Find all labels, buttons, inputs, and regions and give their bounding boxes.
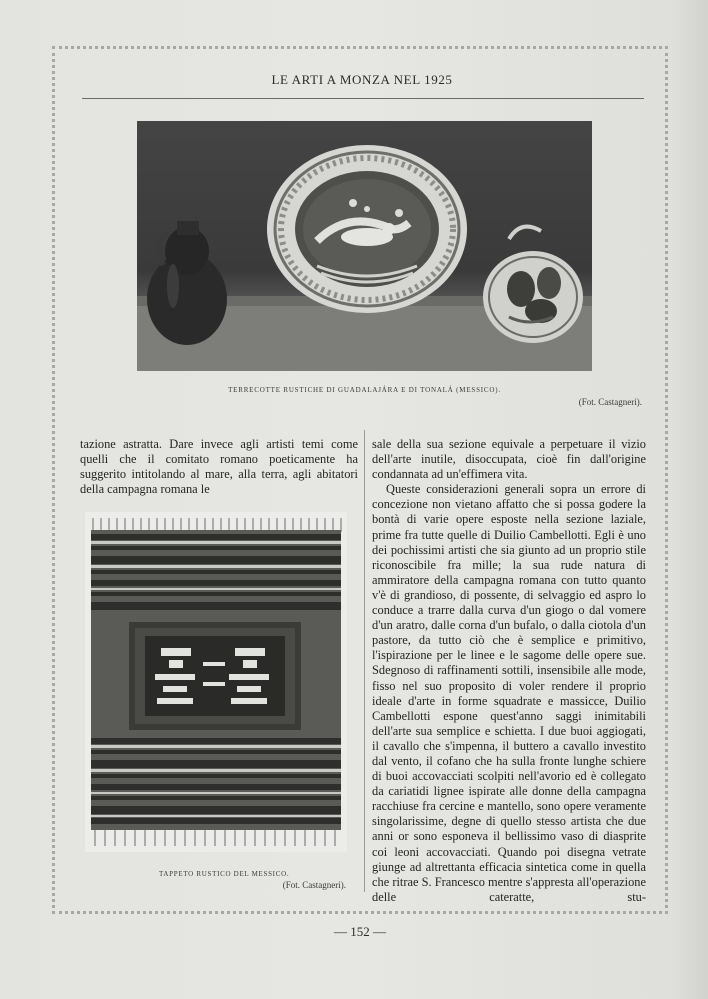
top-figure-caption: TERRECOTTE RUSTICHE DI GUADALAJÁRA E DI TONALÁ (MESSICO). <box>228 386 501 394</box>
rug-illustration <box>85 512 347 852</box>
jug-illustration <box>147 221 227 345</box>
top-figure-credit: (Fot. Castagneri). <box>578 397 642 407</box>
column-rule <box>364 430 365 892</box>
flask-illustration <box>483 227 583 344</box>
left-column-text: tazione astratta. Dare invece agli artisti temi come quelli che il comitato romano poeticamente ha suggerito intitolando al mare, alla terra, agli abitatori della campagna romana le <box>80 437 358 497</box>
page-number: — 152 — <box>334 924 386 939</box>
right-paragraph-2: Queste considerazioni generali sopra un errore di concezione non vietano affatto che si possa godere la bontà di varie opere esposte nella sezione laziale, prime fra tutte quelle di Duilio Cambellotti. Egli è uno dei pochissimi artisti che sia giunto ad un proprio stile riconoscibile fra mille; la sua rude natura di ammiratore della campagna romana con tutto quanto v'è di grandioso, di possente, di selvaggio ed aspro lo conduce a trarre dalla curva d'un giogo o dal vomere d'un aratro, dalle corna d'un bufalo, o dalla ciotola d'un pastore, da tutto ciò che è semplice e primitivo, l'ispirazione per le linee e le sagome delle opere sue. Sdegnoso di raffinamenti sottili, insensibile alle mode, fisso nel suo proposito di voler rendere il proprio ideale d'arte in forme squadrate e massicce, Duilio Cambellotti espone quest'anno saggi inimitabili dell'arte sua semplice e schietta. I due buoi aggiogati, il cavallo che s'impenna, il buttero a cavallo investito dal vento, il cofano che ha sulla fronte lunghe schiere di buoi accovacciati scolpiti nell'avorio ed è collegato da cariatidi lignee ispirate alle donne della campagna racchiuse fra cercine e mantello, sono opere veramente singolarissime, degne di quello stesso artista che due anni or sono esponeva il bellissimo vaso di diasprite coi leoni accovacciati. Quando poi disegna vetrate giunge ad altrettanta efficacia sintetica come in quella che ritrae S. Francesco mentre s'appresta all'operazione delle cateratte, stu- <box>372 482 646 904</box>
pottery-illustration <box>137 121 592 371</box>
plate-illustration <box>267 145 467 313</box>
header-rule <box>82 98 644 99</box>
left-column <box>80 437 358 497</box>
right-column <box>372 437 646 905</box>
pottery-photo <box>137 121 592 371</box>
page-edge-shadow <box>672 0 708 999</box>
rug-photo <box>85 512 347 852</box>
rug-figure-credit: (Fot. Castagneri). <box>282 880 346 890</box>
right-paragraph-1: sale della sua sezione equivale a perpetuare il vizio dell'arte inutile, disoccupata, cioè fin dall'origine condannata ad un'effimera vita. <box>372 437 646 482</box>
running-header: LE ARTI A MONZA NEL 1925 <box>271 72 453 87</box>
rug-figure-caption: TAPPETO RUSTICO DEL MESSICO. <box>159 870 290 878</box>
